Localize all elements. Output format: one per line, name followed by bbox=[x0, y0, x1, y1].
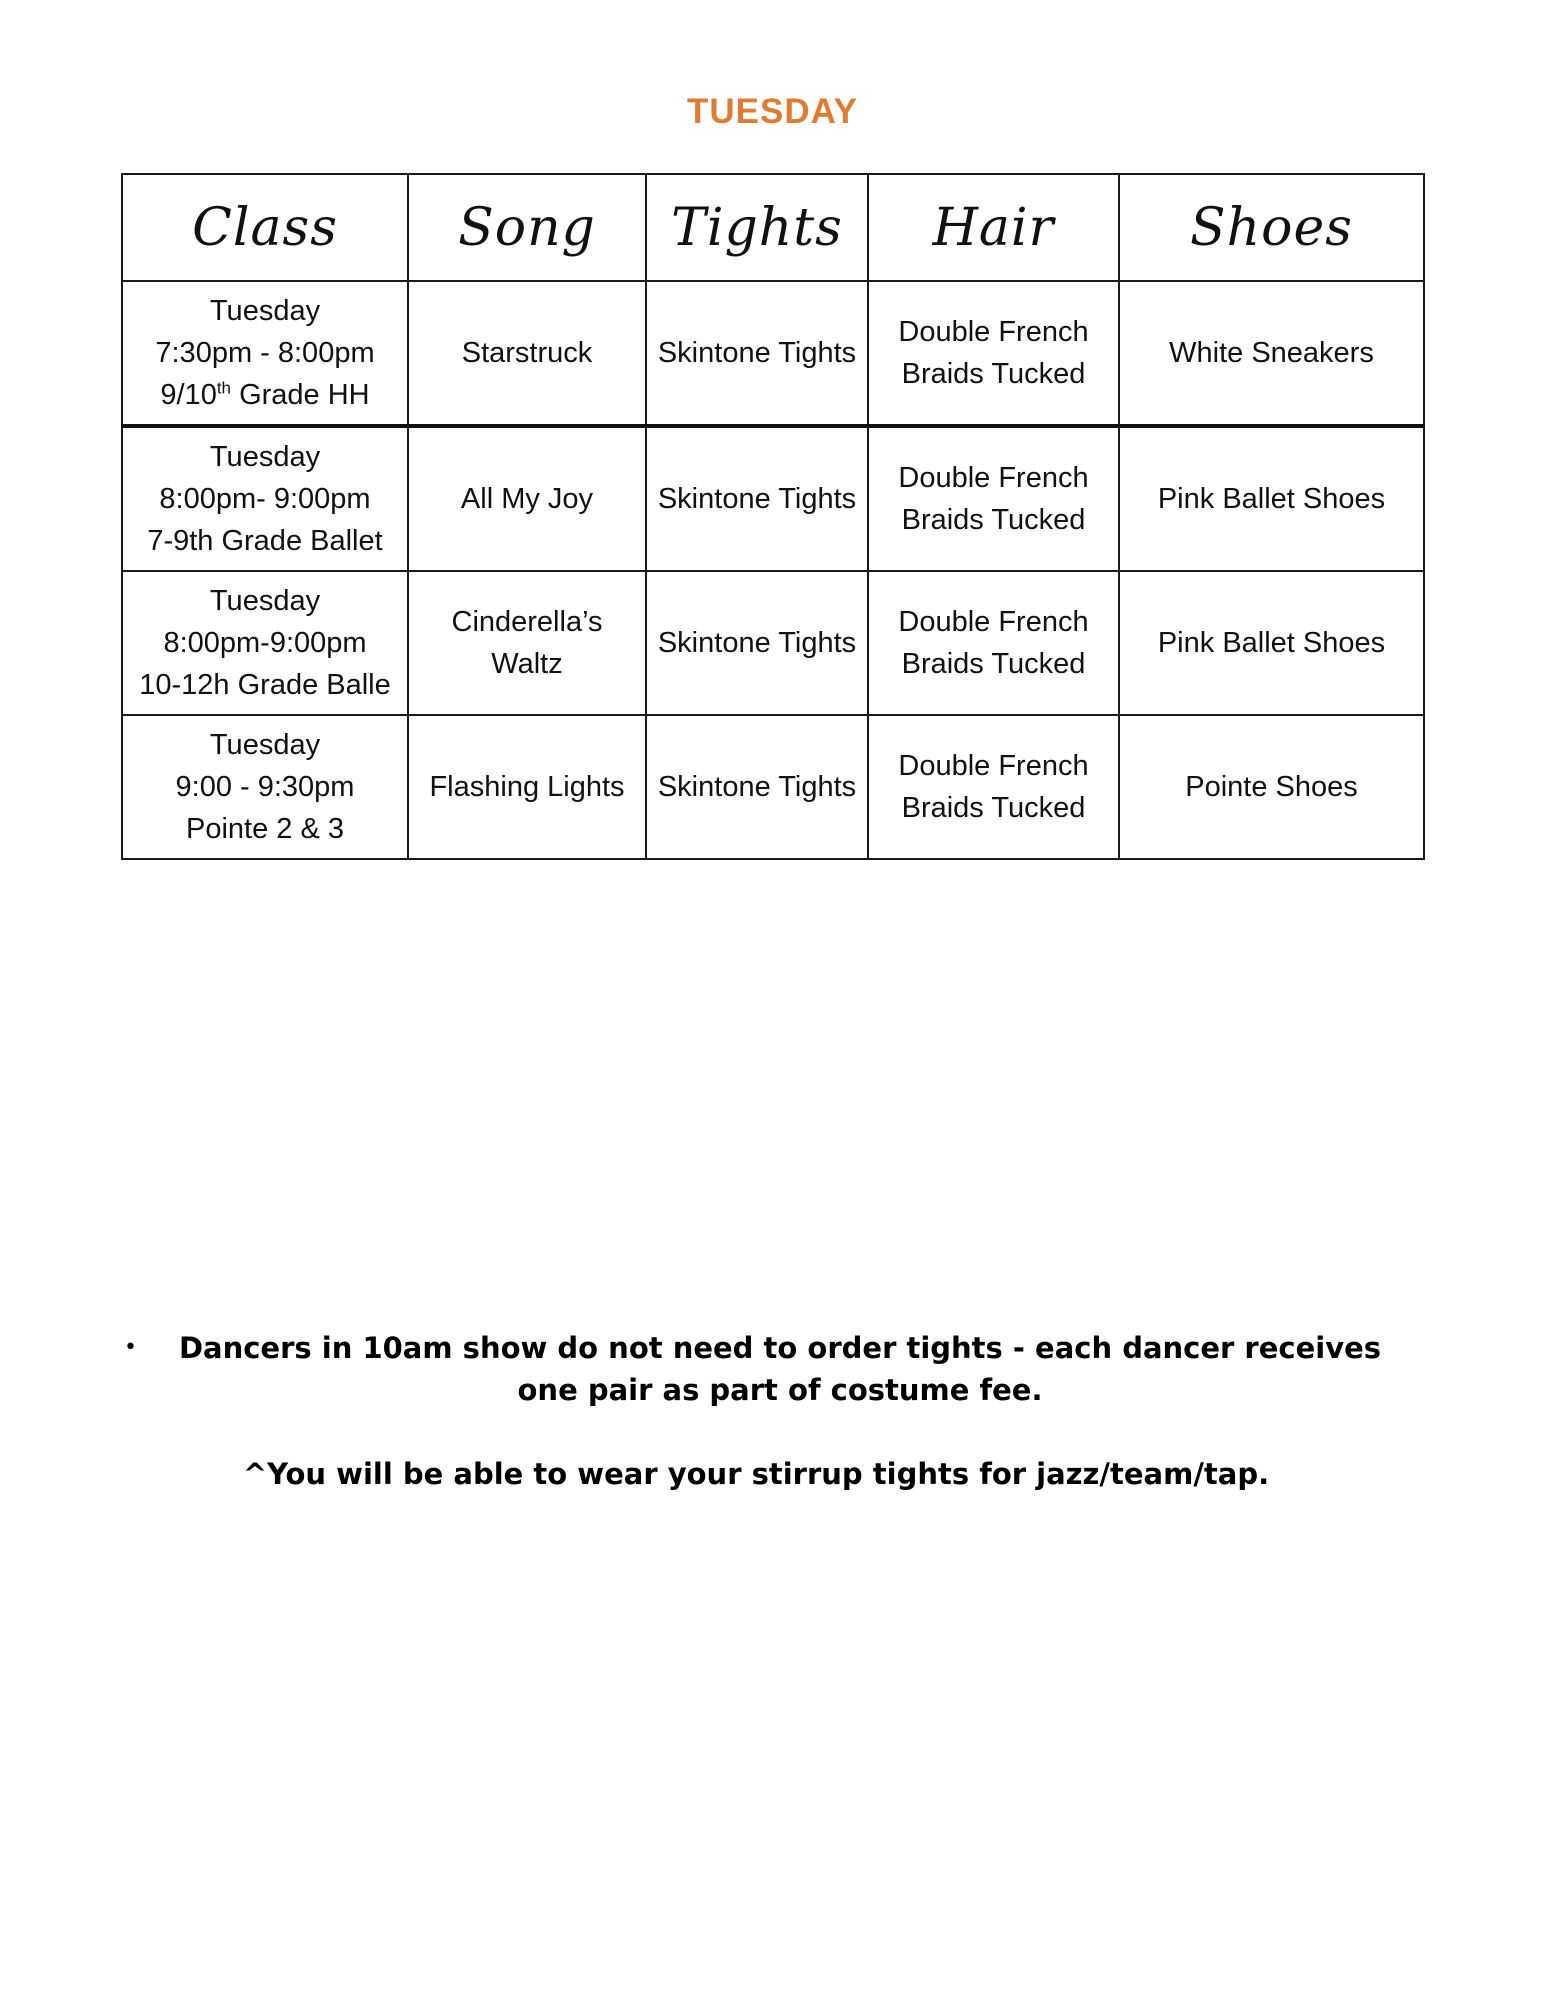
tights-cell: Skintone Tights bbox=[646, 426, 868, 571]
class-cell bbox=[122, 426, 408, 571]
table-row bbox=[122, 571, 1424, 715]
song-cell bbox=[408, 571, 646, 715]
class-cell bbox=[122, 715, 408, 859]
table-row bbox=[122, 715, 1424, 859]
song-cell: Starstruck bbox=[408, 281, 646, 426]
class-grade-rest: Grade HH bbox=[231, 379, 370, 411]
hair-cell bbox=[868, 426, 1119, 571]
hair-line: Double French bbox=[898, 606, 1089, 638]
class-time: 9:00 - 9:30pm bbox=[175, 771, 355, 803]
class-day: Tuesday bbox=[209, 295, 321, 327]
song-line: Cinderella’s bbox=[451, 606, 603, 638]
class-day: Tuesday bbox=[209, 441, 321, 473]
hair-line: Braids Tucked bbox=[901, 648, 1086, 680]
table-row bbox=[122, 426, 1424, 571]
shoes-cell: Pink Ballet Shoes bbox=[1119, 426, 1424, 571]
class-grade-prefix: 9/10 bbox=[160, 379, 217, 411]
class-grade bbox=[127, 374, 403, 416]
class-time: 7:30pm - 8:00pm bbox=[155, 337, 375, 369]
shoes-cell: White Sneakers bbox=[1119, 281, 1424, 426]
class-day: Tuesday bbox=[209, 585, 321, 617]
class-grade-suffix: th bbox=[216, 378, 232, 398]
hair-line: Double French bbox=[898, 750, 1089, 782]
hair-cell bbox=[868, 715, 1119, 859]
hair-line: Double French bbox=[898, 462, 1089, 494]
costume-table bbox=[121, 173, 1425, 860]
header-class: Class bbox=[122, 174, 408, 281]
tights-cell: Skintone Tights bbox=[646, 571, 868, 715]
hair-line: Braids Tucked bbox=[901, 792, 1086, 824]
table-header-row bbox=[122, 174, 1424, 281]
song-cell: All My Joy bbox=[408, 426, 646, 571]
hair-cell bbox=[868, 571, 1119, 715]
header-tights: Tights bbox=[646, 174, 868, 281]
tights-cell: Skintone Tights bbox=[646, 281, 868, 426]
bullet-note-text: Dancers in 10am show do not need to order tights - each dancer receives one pair as part of costume fee. bbox=[178, 1331, 1382, 1407]
hair-line: Braids Tucked bbox=[901, 504, 1086, 536]
class-time: 8:00pm- 9:00pm bbox=[159, 483, 371, 515]
header-shoes: Shoes bbox=[1119, 174, 1424, 281]
class-grade: 10-12h Grade Balle bbox=[139, 669, 391, 701]
class-cell bbox=[122, 571, 408, 715]
shoes-cell: Pink Ballet Shoes bbox=[1119, 571, 1424, 715]
bullet-note bbox=[0, 1327, 1545, 1411]
class-day: Tuesday bbox=[209, 729, 321, 761]
class-time: 8:00pm-9:00pm bbox=[163, 627, 367, 659]
header-hair: Hair bbox=[868, 174, 1119, 281]
class-cell bbox=[122, 281, 408, 426]
notes-section bbox=[0, 1327, 1545, 1495]
hair-line: Double French bbox=[898, 316, 1089, 348]
hair-line: Braids Tucked bbox=[901, 358, 1086, 390]
tights-cell: Skintone Tights bbox=[646, 715, 868, 859]
shoes-cell: Pointe Shoes bbox=[1119, 715, 1424, 859]
class-grade: Pointe 2 & 3 bbox=[186, 813, 344, 845]
song-cell: Flashing Lights bbox=[408, 715, 646, 859]
song-line: Waltz bbox=[491, 648, 563, 680]
page-title: TUESDAY bbox=[686, 92, 859, 131]
stirrup-tights-note: ^You will be able to wear your stirrup tights for jazz/team/tap. bbox=[242, 1457, 1270, 1491]
hair-cell bbox=[868, 281, 1119, 426]
bullet-icon: • bbox=[124, 1335, 137, 1360]
class-grade: 7-9th Grade Ballet bbox=[147, 525, 383, 557]
header-song: Song bbox=[408, 174, 646, 281]
table-row bbox=[122, 281, 1424, 426]
